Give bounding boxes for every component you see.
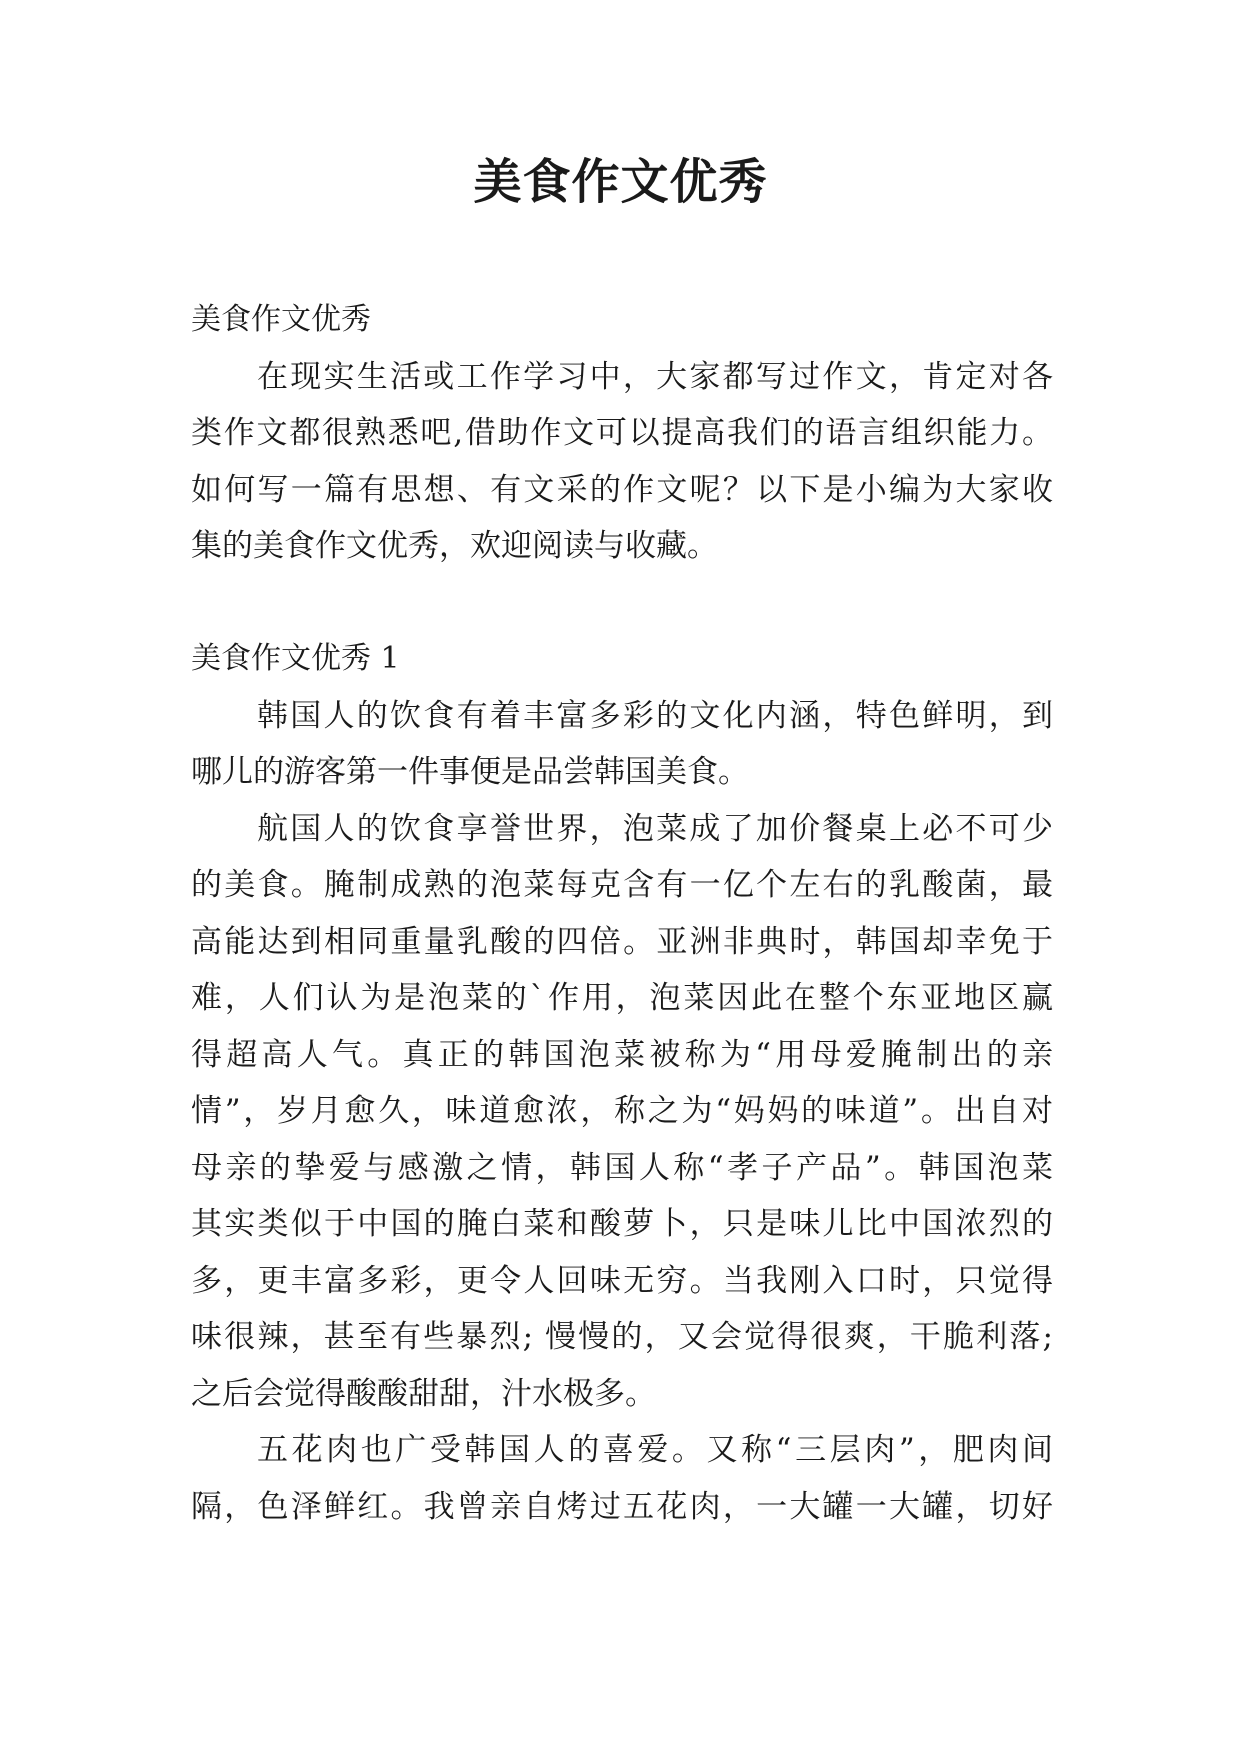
paragraph-line: 之后会觉得酸酸甜甜，汁水极多。 [191, 1375, 656, 1412]
paragraph-line: 母亲的挚爱与感激之情，韩国人称“孝子产品”。韩国泡菜 [191, 1149, 1053, 1186]
section-heading: 美食作文优秀 1 [191, 641, 400, 676]
paragraph-line: 韩国人的饮食有着丰富多彩的文化内涵，特色鲜明，到 [257, 697, 1053, 734]
paragraph-line: 其实类似于中国的腌白菜和酸萝卜，只是味儿比中国浓烈的 [191, 1206, 1053, 1242]
paragraph-3 [191, 1422, 1053, 1535]
subtitle: 美食作文优秀 [191, 302, 371, 337]
intro-line: 在现实生活或工作学习中，大家都写过作文，肯定对各 [257, 358, 1053, 395]
paragraph-line: 隔，色泽鲜红。我曾亲自烤过五花肉，一大罐一大罐，切好 [191, 1488, 1053, 1525]
intro-line: 类作文都很熟悉吧,借助作文可以提高我们的语言组织能力。 [191, 415, 1053, 451]
paragraph-2 [191, 801, 1053, 1423]
paragraph-line: 难，人们认为是泡菜的`作用，泡菜因此在整个东亚地区赢 [191, 980, 1053, 1016]
paragraph-line: 高能达到相同重量乳酸的四倍。亚洲非典时，韩国却幸免于 [191, 923, 1053, 960]
intro-line: 如何写一篇有思想、有文采的作文呢？以下是小编为大家收 [191, 471, 1053, 508]
blank-line [191, 575, 1053, 632]
paragraph-line: 味很辣，甚至有些暴烈; 慢慢的，又会觉得很爽，干脆利落; [191, 1319, 1053, 1355]
intro-paragraph [191, 349, 1053, 575]
intro-line: 集的美食作文优秀，欢迎阅读与收藏。 [191, 528, 718, 564]
paragraph-1 [191, 688, 1053, 801]
paragraph-line: 得超高人气。真正的韩国泡菜被称为“用母爱腌制出的亲 [191, 1036, 1053, 1073]
paragraph-line: 航国人的饮食享誉世界，泡菜成了加价餐桌上必不可少 [257, 810, 1053, 847]
paragraph-line: 哪儿的游客第一件事便是品尝韩国美食。 [191, 754, 749, 790]
document-title: 美食作文优秀 [473, 154, 768, 210]
paragraph-line: 五花肉也广受韩国人的喜爱。又称“三层肉”，肥肉间 [257, 1432, 1053, 1468]
document-body [191, 292, 1053, 1535]
paragraph-line: 情”，岁月愈久，味道愈浓，称之为“妈妈的味道”。出自对 [191, 1093, 1053, 1129]
paragraph-line: 的美食。腌制成熟的泡菜每克含有一亿个左右的乳酸菌，最 [191, 867, 1053, 903]
paragraph-line: 多，更丰富多彩，更令人回味无穷。当我刚入口时，只觉得 [191, 1262, 1053, 1299]
